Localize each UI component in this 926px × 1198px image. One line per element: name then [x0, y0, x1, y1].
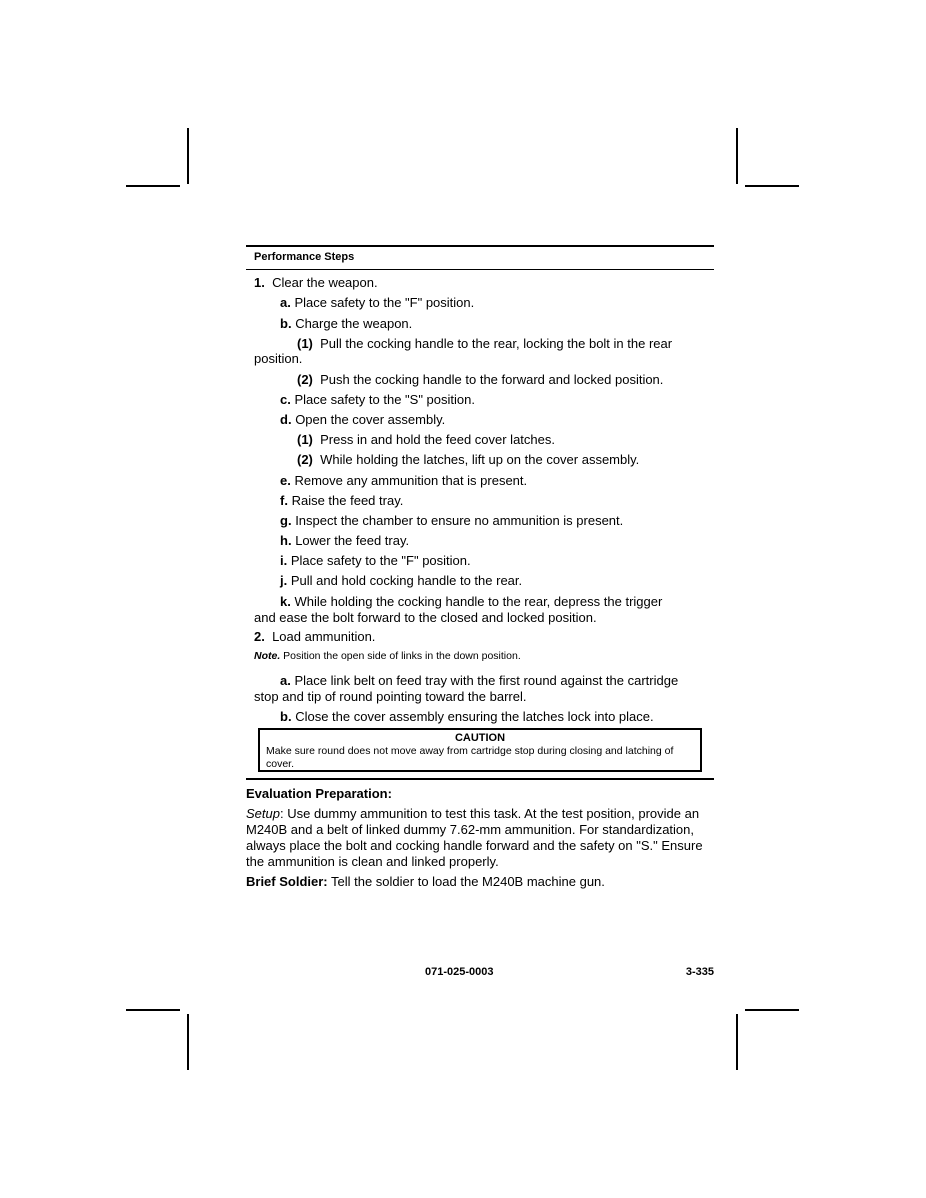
- step-2a-cont: stop and tip of round pointing toward the barrel.: [254, 689, 527, 704]
- step-1d-2: (2) While holding the latches, lift up on the cover assembly.: [297, 452, 640, 467]
- step-2a: a. Place link belt on feed tray with the first round against the cartridge: [280, 673, 679, 688]
- evaluation-title: Evaluation Preparation:: [246, 786, 392, 801]
- crop-mark-bottom-right-vertical: [736, 1014, 738, 1070]
- step-1f: f. Raise the feed tray.: [280, 493, 404, 508]
- header-rule: [246, 269, 714, 270]
- caution-text: Make sure round does not move away from cartridge stop during closing and latching of cover.: [266, 745, 674, 770]
- step-1b: b. Charge the weapon.: [280, 316, 413, 331]
- page-number: 3-335: [685, 966, 714, 978]
- step-1b-1: (1) Pull the cocking handle to the rear, locking the bolt in the rear: [297, 336, 673, 351]
- step-2: 2. Load ammunition.: [254, 629, 376, 644]
- evaluation-setup: Setup: Use dummy ammunition to test this task. At the test position, provide an M240B and a belt of linked dummy 7.62-mm ammunition. For standardization, always place the bolt and cocking handle forward and the safety on "S." Ensure the ammunition is clean and linked properly.: [246, 806, 703, 869]
- caution-box: [258, 728, 702, 772]
- step-1k: k. While holding the cocking handle to the rear, depress the trigger: [280, 594, 663, 609]
- section-header: Performance Steps: [254, 251, 355, 263]
- crop-mark-bottom-left-vertical: [187, 1014, 189, 1070]
- step-1d-1: (1) Press in and hold the feed cover latches.: [297, 432, 555, 447]
- step-1e: e. Remove any ammunition that is present.: [280, 473, 528, 488]
- step-1: 1. Clear the weapon.: [254, 275, 378, 290]
- note: Note. Position the open side of links in the down position.: [254, 650, 521, 662]
- step-1d: d. Open the cover assembly.: [280, 412, 446, 427]
- step-1a: a. Place safety to the "F" position.: [280, 295, 475, 310]
- brief-soldier: Brief Soldier: Tell the soldier to load the M240B machine gun.: [246, 874, 605, 889]
- crop-mark-top-right-vertical: [736, 128, 738, 184]
- bottom-rule: [246, 778, 714, 780]
- step-1h: h. Lower the feed tray.: [280, 533, 410, 548]
- crop-mark-top-left-vertical: [187, 128, 189, 184]
- step-1k-cont: and ease the bolt forward to the closed and locked position.: [254, 610, 597, 625]
- step-1b-1-cont: position.: [254, 351, 303, 366]
- crop-mark-top-right-horizontal: [745, 185, 799, 187]
- step-1c: c. Place safety to the "S" position.: [280, 392, 475, 407]
- task-number: 071-025-0003: [425, 966, 494, 978]
- caution-title: CAUTION: [454, 732, 506, 744]
- crop-mark-bottom-left-horizontal: [126, 1009, 180, 1011]
- crop-mark-bottom-right-horizontal: [745, 1009, 799, 1011]
- step-2b: b. Close the cover assembly ensuring the latches lock into place.: [280, 709, 654, 724]
- step-1g: g. Inspect the chamber to ensure no ammunition is present.: [280, 513, 624, 528]
- step-1i: i. Place safety to the "F" position.: [280, 553, 471, 568]
- crop-mark-top-left-horizontal: [126, 185, 180, 187]
- step-1j: j. Pull and hold cocking handle to the rear.: [280, 573, 523, 588]
- top-rule: [246, 245, 714, 247]
- step-1b-2: (2) Push the cocking handle to the forward and locked position.: [297, 372, 664, 387]
